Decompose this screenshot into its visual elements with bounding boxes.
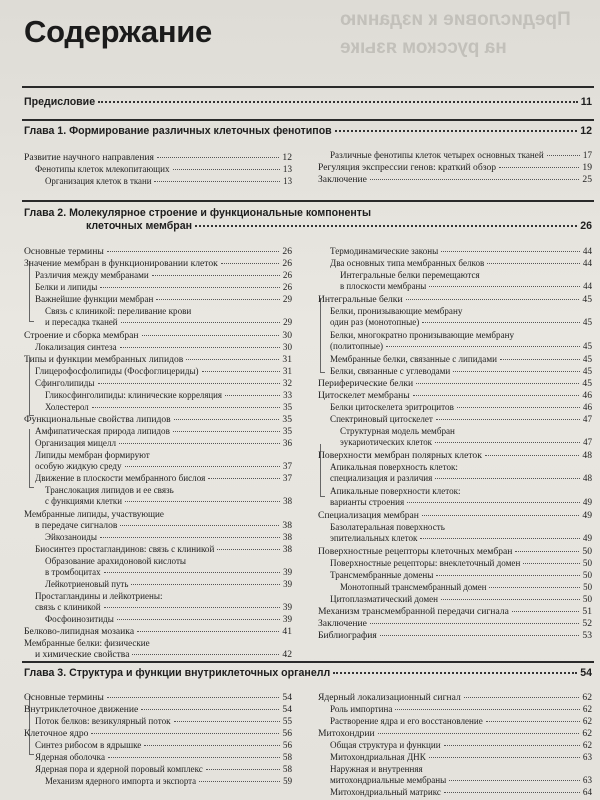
toc-entry[interactable]: Заключение 52 (318, 618, 592, 629)
subsection-bracket (29, 357, 34, 416)
toc-entry[interactable]: Специализация мембран 49 (318, 510, 592, 521)
toc-entry[interactable]: Гликосфинголипиды: клинические корреляция 33 (45, 390, 292, 400)
toc-entry[interactable]: Биосинтез простагландинов: связь с клиникой 38 (35, 544, 292, 554)
toc-entry[interactable]: Холестерол 35 (45, 402, 292, 412)
toc-entry[interactable]: Развитие научного направления 12 (24, 152, 292, 163)
toc-entry-preface[interactable]: Предисловие 11 (24, 96, 592, 108)
toc-entry[interactable]: Фенотипы клеток млекопитающих 13 (35, 164, 292, 174)
toc-entry[interactable]: Организация мицелл 36 (35, 438, 292, 448)
divider (22, 661, 594, 663)
toc-entry[interactable]: Термодинамические законы 44 (330, 246, 592, 256)
toc-entry[interactable]: в тромбоцитах 39 (45, 567, 292, 577)
toc-entry[interactable]: Заключение 25 (318, 174, 592, 185)
toc-entry[interactable]: Поток белков: везикулярный поток 55 (35, 716, 292, 726)
toc-entry[interactable]: Основные термины 26 (24, 246, 292, 257)
toc-entry[interactable]: Белки, связанные с углеводами 45 (330, 366, 592, 376)
toc-entry[interactable]: Белково-липидная мозаика 41 (24, 626, 292, 637)
toc-entry[interactable]: и химические свойства 42 (35, 649, 292, 660)
subsection-bracket (320, 298, 325, 373)
toc-entry[interactable]: Механизм ядерного импорта и экспорта 59 (45, 776, 292, 786)
toc-entry[interactable]: Два основных типа мембранных белков 44 (330, 258, 592, 268)
toc-entry[interactable]: Мембранные белки, связанные с липидами 45 (330, 354, 592, 364)
bleed-through-text: Предисловие к изданию на русском языке (340, 9, 571, 58)
toc-entry[interactable]: Библиография 53 (318, 630, 592, 641)
toc-entry[interactable]: Ядерная пора и ядерной поровый комплекс 58 (35, 764, 292, 774)
toc-entry-chapter3[interactable]: Глава 3. Структура и функции внутриклеточных органелл 54 (24, 667, 592, 679)
toc-entry[interactable]: Эйкозаноиды 38 (45, 532, 292, 542)
toc-entry[interactable]: Митохондриальный матрикс 64 (330, 787, 592, 797)
toc-entry[interactable]: связь с клиникой 39 (35, 602, 292, 612)
toc-entry[interactable]: Локализация синтеза 30 (35, 342, 292, 352)
toc-entry[interactable]: Фосфоинозитиды 39 (45, 614, 292, 624)
toc-entry[interactable]: Поверхностные рецепторы: внеклеточный домен 50 (330, 558, 592, 568)
toc-entry[interactable]: Значение мембран в функционировании клеток 26 (24, 258, 292, 269)
toc-entry[interactable]: Основные термины 54 (24, 692, 292, 703)
toc-entry[interactable]: Строение и сборка мембран 30 (24, 330, 292, 341)
toc-entry[interactable]: варианты строения 49 (330, 497, 592, 507)
toc-entry[interactable]: Цитоплазматический домен 50 (330, 594, 592, 604)
toc-entry[interactable]: с функциями клетки 38 (45, 496, 292, 506)
toc-entry[interactable]: Белки и липиды 26 (35, 282, 292, 292)
toc-entry[interactable]: Интегральные белки 45 (318, 294, 592, 305)
toc-entry[interactable]: Роль импортина 62 (330, 704, 592, 714)
toc-entry[interactable]: Спектриновый цитоскелет 47 (330, 414, 592, 424)
toc-entry[interactable]: эукариотических клеток 47 (340, 437, 592, 447)
toc-entry[interactable]: и пересадка тканей 29 (45, 317, 292, 327)
toc-entry[interactable]: Важнейшие функции мембран 29 (35, 294, 292, 304)
toc-entry[interactable]: Глицерофосфолипиды (Фосфоглицериды) 31 (35, 366, 292, 376)
toc-entry[interactable]: Ядерная оболочка 58 (35, 752, 292, 762)
toc-entry[interactable]: эпителиальных клеток 49 (330, 533, 592, 543)
toc-entry-chapter2[interactable]: клеточных мембран 26 (86, 220, 592, 232)
toc-entry[interactable]: Внутриклеточное движение 54 (24, 704, 292, 715)
toc-entry[interactable]: Поверхности мембран полярных клеток 48 (318, 450, 592, 461)
toc-entry[interactable]: специализация и различия 48 (330, 473, 592, 483)
toc-page: Предисловие к изданию на русском языке Содержание Предисловие 11 Глава 1. Формирование различных клеточных фенотипов 12 Развитие научного направления 12 Фенотипы клеток млекопитающих 13 Организация клеток в ткани 13 Различные фенотипы клеток четырех основных тканей 17 Регуляция экспрессии генов: краткий обзор 19 Заключение 25 Глава 2. Молекулярное строение и функциональные компоненты клеточных мембран 26 Основные термины 26 Значение мембран в функционировании клеток 26 Различия между мембранами 26 Белки и липиды 26 Важнейшие функции мембран 29 Связь с клиникой: переливание крови и пересадка тканей 29 Строение и сборка мембран 30 Локализация синтеза 30 Типы и функции мембранных липидов 31 Глицерофосфолипиды (Фосфоглицериды) 31 Сфинголипиды 32 Гликосфинголипиды: клинические корреляция 33 Холестерол 35 Функциональные свойства липидов 35 Амфипатическая природа липидов 35 Организация мицелл 36 Липиды мембран формируют особую жидкую среду 37 Движение в плоскости мембранного бислоя 37 Транслокация липидов и ее связь с функциями клетки 38 Мембранные липиды, участвующие в передаче сигналов 38 Эйкозаноиды 38 Биосинтез простагландинов: связь с клиникой 38 Образование арахидоновой кислоты в тромбоцитах 39 Лейкотриеновый путь 39 Простагландины и лейкотриены: связь с клиникой 39 Фосфоинозитиды 39 Белково-липидная мозаика 41 Мембранные белки: физические и химические свойства 42 Термодинамические законы 44 Два основных типа мембранных белков 44 Интегральные белки перемещаются в плоскости мембраны 44 Интегральные белки 45 Белки, пронизывающие мембрану один раз (монотопные) 45 Белки, многократно пронизывающие мембрану (политопные) 45 Мембранные белки, связанные с липидами 45 Белки, связанные с углеводами 45 Периферические белки 45 Цитоскелет мембраны 46 Белки цитоскелета эритроцитов 46 Спектриновый цитоскелет 47 Структурная модель мембран эукариотических клеток 47 Поверхности мембран полярных клеток 48 Апикальная поверхность клеток: специализация и различия 48 Апикальные поверхности клеток: варианты строения 49 Специализация мембран 49 Базолатеральная поверхность эпителиальных клеток 49 Поверхностные рецепторы клеточных мембран 50 Поверхностные рецепторы: внеклеточный домен 50 Трансмембранные домены 50 Монотопный трансмембранный домен 50 Цитоплазматический домен 50 Механизм трансмембранной передачи сигнала 51 Заключение 52 Библиография 53 Глава 3. Структура и функции внутриклеточных органелл 54 Основные термины 54 Внутриклеточное движение 54 Поток белков: везикулярный поток 55 Клеточное ядро 56 Синтез рибосом в ядрышке 56 Ядерная оболочка 58 Ядерная пора и ядерной поровый комплекс 58 Механизм ядерного импорта и экспорта 59 Ядерный локализационный сигнал 62 Роль импортина 62 Растворение ядра и его восстановление 62 Митохондрии 62 Общая структура и функции 62 Митохондриальная ДНК 63 Наружная и внутренняя митохондриальные мембраны 63 Митохондриальный матрикс 64 (0, 0, 600, 800)
toc-entry[interactable]: Общая структура и функции 62 (330, 740, 592, 750)
divider (22, 200, 594, 202)
toc-entry[interactable]: Митохондриальная ДНК 63 (330, 752, 592, 762)
chapter2-heading: Глава 2. Молекулярное строение и функциональные компоненты (24, 207, 372, 219)
subsection-bracket (29, 261, 34, 322)
toc-entry[interactable]: Поверхностные рецепторы клеточных мембран 50 (318, 546, 592, 557)
toc-entry[interactable]: Периферические белки 45 (318, 378, 592, 389)
toc-entry-chapter1[interactable]: Глава 1. Формирование различных клеточных фенотипов 12 (24, 125, 592, 137)
toc-entry[interactable]: Клеточное ядро 56 (24, 728, 292, 739)
toc-entry[interactable]: Движение в плоскости мембранного бислоя 37 (35, 473, 292, 483)
toc-entry[interactable]: в передаче сигналов 38 (35, 520, 292, 531)
toc-entry[interactable]: Различные фенотипы клеток четырех основных тканей 17 (330, 150, 592, 160)
toc-entry[interactable]: Ядерный локализационный сигнал 62 (318, 692, 592, 703)
toc-entry[interactable]: Монотопный трансмембранный домен 50 (340, 582, 592, 592)
toc-entry[interactable]: Механизм трансмембранной передачи сигнала 51 (318, 606, 592, 617)
toc-entry[interactable]: Различия между мембранами 26 (35, 270, 292, 280)
toc-entry[interactable]: Растворение ядра и его восстановление 62 (330, 716, 592, 726)
toc-entry[interactable]: Синтез рибосом в ядрышке 56 (35, 740, 292, 750)
toc-entry[interactable]: (политопные) 45 (330, 341, 592, 351)
toc-entry[interactable]: Функциональные свойства липидов 35 (24, 414, 292, 425)
toc-entry[interactable]: в плоскости мембраны 44 (340, 281, 592, 291)
toc-entry[interactable]: один раз (монотопные) 45 (330, 317, 592, 327)
toc-entry[interactable]: Трансмембранные домены 50 (330, 570, 592, 580)
toc-entry[interactable]: Амфипатическая природа липидов 35 (35, 426, 292, 436)
divider (22, 119, 594, 121)
toc-entry[interactable]: митохондриальные мембраны 63 (330, 775, 592, 785)
toc-entry[interactable]: Типы и функции мембранных липидов 31 (24, 354, 292, 365)
toc-entry[interactable]: Организация клеток в ткани 13 (45, 176, 292, 186)
toc-entry[interactable]: особую жидкую среду 37 (35, 461, 292, 471)
toc-entry[interactable]: Сфинголипиды 32 (35, 378, 292, 388)
page-title: Содержание (24, 14, 212, 49)
toc-entry[interactable]: Лейкотриеновый путь 39 (45, 579, 292, 589)
toc-entry[interactable]: Белки цитоскелета эритроцитов 46 (330, 402, 592, 412)
subsection-bracket (29, 429, 34, 488)
toc-entry[interactable]: Регуляция экспрессии генов: краткий обзор 19 (318, 162, 592, 173)
divider (22, 86, 594, 88)
toc-entry[interactable]: Цитоскелет мембраны 46 (318, 390, 592, 401)
toc-entry[interactable]: Митохондрии 62 (318, 728, 592, 739)
